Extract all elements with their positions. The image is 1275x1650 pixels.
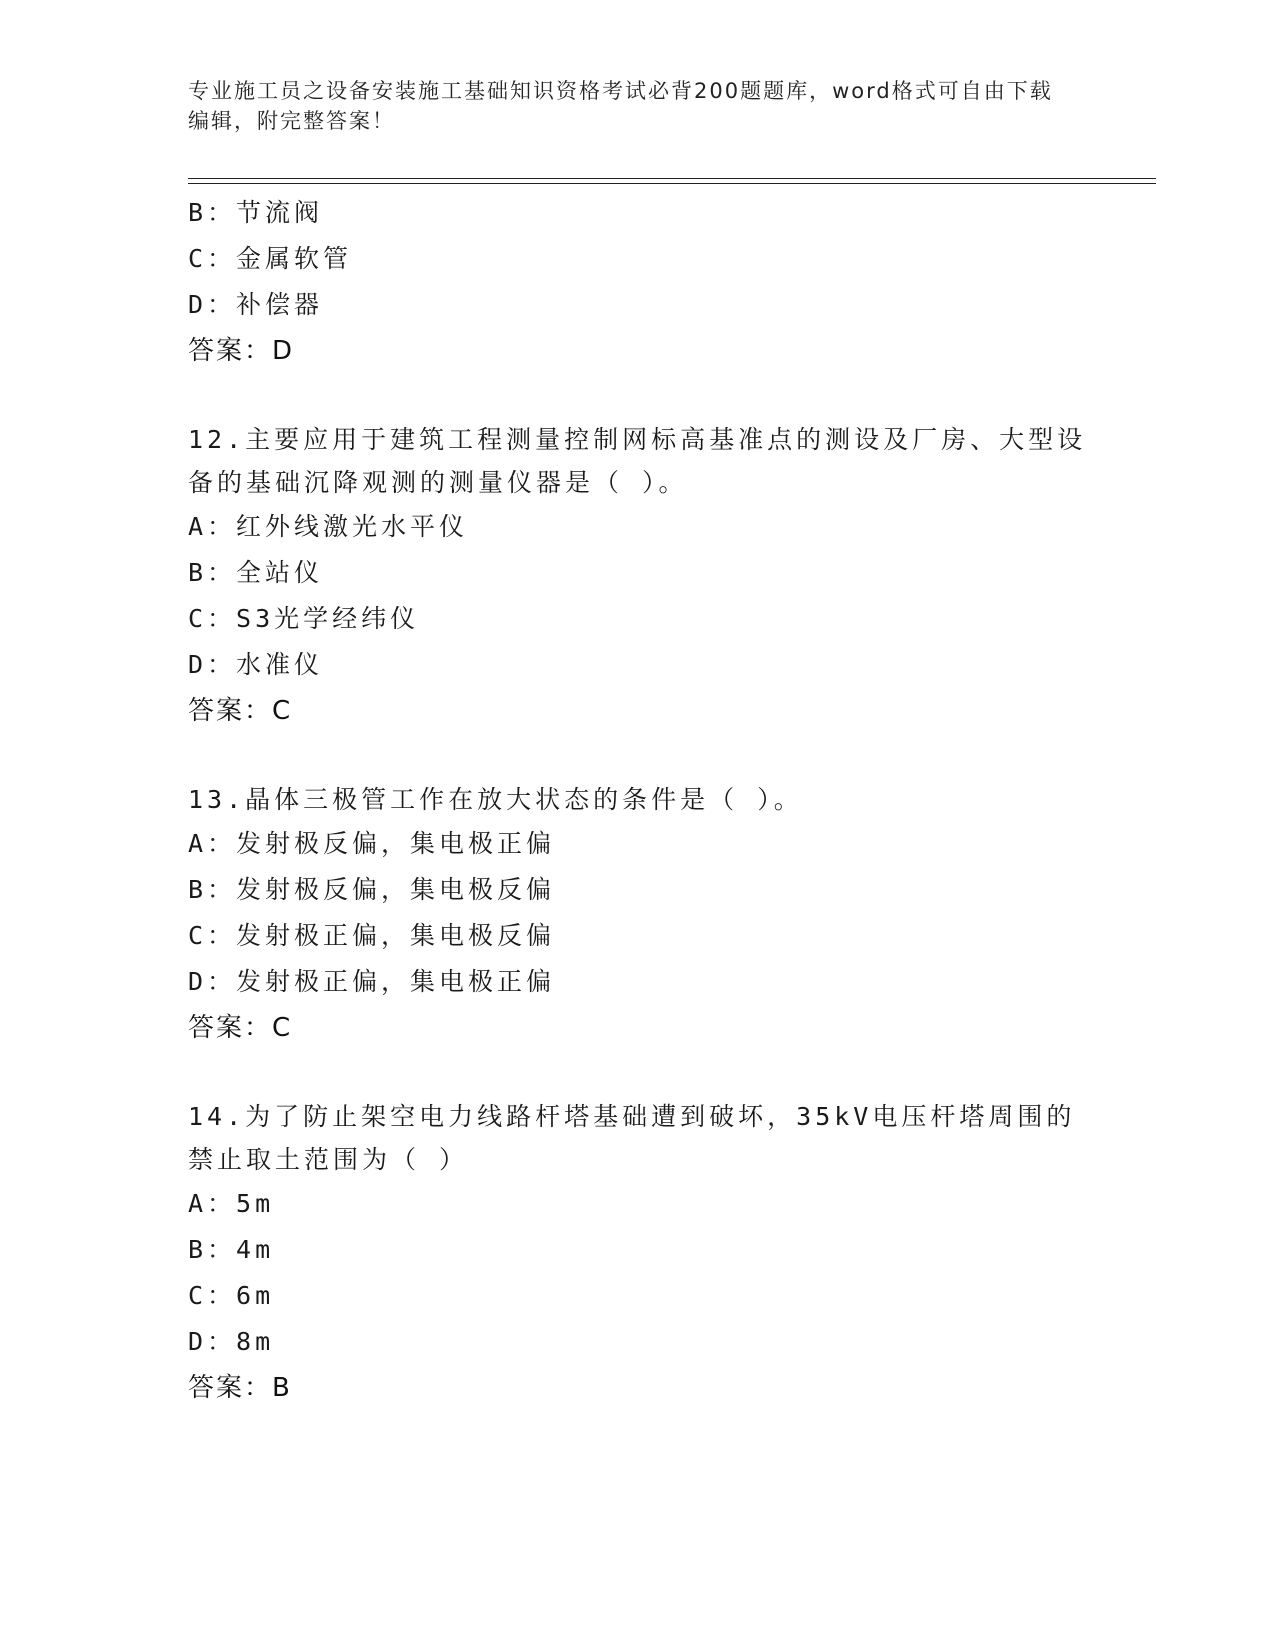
question-fragment-11 (188, 190, 1088, 374)
option-b: B：节流阀 (188, 198, 324, 227)
header-divider-top (188, 178, 1156, 179)
option-c: C：金属软管 (188, 244, 353, 273)
question-text: 13.晶体三极管工作在放大状态的条件是（ ）。 (188, 785, 803, 814)
option-d: D：水准仪 (188, 650, 324, 679)
option-a: A：5m (188, 1189, 275, 1218)
option-a: A：发射极反偏，集电极正偏 (188, 829, 556, 858)
answer-line: 答案：B (188, 1373, 292, 1403)
option-b: B：全站仪 (188, 558, 324, 587)
question-text: 14.为了防止架空电力线路杆塔基础遭到破坏，35kV电压杆塔周围的禁止取土范围为（ ） (188, 1102, 1076, 1174)
option-b: B：发射极反偏，集电极反偏 (188, 875, 556, 904)
option-d: D：发射极正偏，集电极正偏 (188, 967, 556, 996)
option-b: B：4m (188, 1235, 275, 1264)
option-a: A：红外线激光水平仪 (188, 512, 469, 541)
question-12 (188, 418, 1088, 734)
option-c: C：6m (188, 1281, 275, 1310)
option-c: C：发射极正偏，集电极反偏 (188, 921, 556, 950)
answer-line: 答案：D (188, 336, 295, 366)
option-c: C：S3光学经纬仪 (188, 604, 420, 633)
question-14 (188, 1095, 1088, 1411)
option-d: D：补偿器 (188, 290, 324, 319)
question-13 (188, 778, 1088, 1051)
document-body (188, 190, 1088, 1411)
header-divider-bottom (188, 183, 1156, 184)
answer-line: 答案：C (188, 1013, 293, 1043)
option-d: D：8m (188, 1327, 275, 1356)
answer-line: 答案：C (188, 696, 293, 726)
document-header: 专业施工员之设备安装施工基础知识资格考试必背200题题库，word格式可自由下载编辑，附完整答案！ (188, 79, 1053, 133)
question-text: 12.主要应用于建筑工程测量控制网标高基准点的测设及厂房、大型设备的基础沉降观测的测量仪器是（ ）。 (188, 425, 1087, 497)
